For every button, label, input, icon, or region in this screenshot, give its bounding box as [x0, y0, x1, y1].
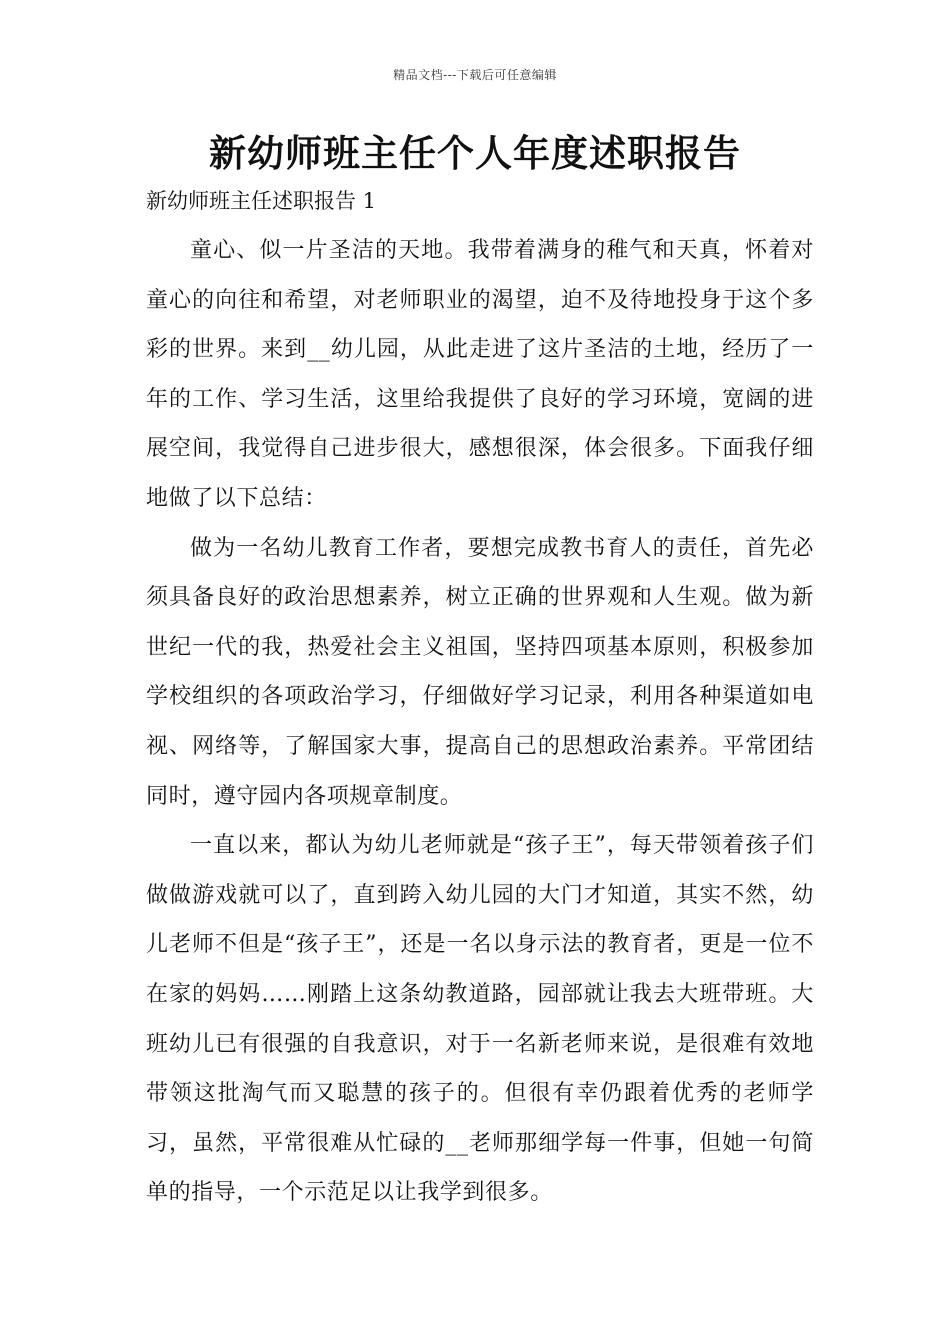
document-body	[146, 226, 814, 1218]
paragraph-2: 做为一名幼儿教育工作者，要想完成教书育人的责任，首先必须具备良好的政治思想素养，树立正确的世界观和人生观。做为新世纪一代的我，热爱社会主义祖国，坚持四项基本原则，积极参加学校组织的各项政治学习，仔细做好学习记录，利用各种渠道如电视、网络等，了解国家大事，提高自己的思想政治素养。平常团结同时，遵守园内各项规章制度。	[146, 535, 814, 809]
header-note: 精品文档---下载后可任意编辑	[393, 68, 557, 82]
document-title: 新幼师班主任个人年度述职报告	[209, 131, 741, 175]
paragraph-1: 童心、似一片圣洁的天地。我带着满身的稚气和天真，怀着对童心的向往和希望，对老师职业的渴望，迫不及待地投身于这个多彩的世界。来到__幼儿园，从此走进了这片圣洁的土地，经历了一年的工作、学习生活，这里给我提供了良好的学习环境，宽阔的进展空间，我觉得自己进步很大，感想很深，体会很多。下面我仔细地做了以下总结：	[146, 238, 814, 511]
document-subtitle: 新幼师班主任述职报告 1	[146, 189, 377, 213]
paragraph-3: 一直以来，都认为幼儿老师就是“孩子王”，每天带领着孩子们做做游戏就可以了，直到跨入幼儿园的大门才知道，其实不然，幼儿老师不但是“孩子王”，还是一名以身示法的教育者，更是一位不在家的妈妈……刚踏上这条幼教道路，园部就让我去大班带班。大班幼儿已有很强的自我意识，对于一名新老师来说，是很难有效地带领这批淘气而又聪慧的孩子的。但很有幸仍跟着优秀的老师学习，虽然，平常很难从忙碌的__老师那细学每一件事，但她一句简单的指导，一个示范足以让我学到很多。	[146, 833, 814, 1206]
